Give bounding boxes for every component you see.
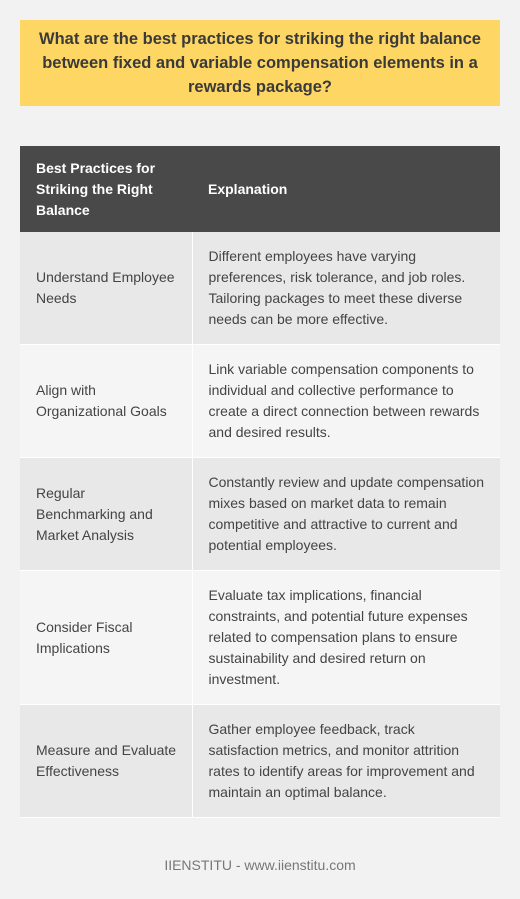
table-header-row [20,146,500,232]
column-header-practice: Best Practices for Striking the Right Balance [20,146,192,232]
practice-cell: Align with Organizational Goals [20,345,192,458]
practice-cell: Regular Benchmarking and Market Analysis [20,458,192,571]
title-banner [20,20,500,106]
practice-cell: Understand Employee Needs [20,232,192,345]
explanation-cell: Gather employee feedback, track satisfaction metrics, and monitor attrition rates to identify areas for improvement and maintain an optimal balance. [192,705,500,818]
explanation-cell: Constantly review and update compensation mixes based on market data to remain competitive and attractive to current and potential employees. [192,458,500,571]
best-practices-table [20,146,500,818]
practice-cell: Measure and Evaluate Effectiveness [20,705,192,818]
explanation-cell: Different employees have varying preferences, risk tolerance, and job roles. Tailoring packages to meet these diverse needs can be more effective. [192,232,500,345]
practice-cell: Consider Fiscal Implications [20,571,192,705]
table-row [20,232,500,345]
table-row [20,345,500,458]
explanation-cell: Link variable compensation components to individual and collective performance to create a direct connection between rewards and desired results. [192,345,500,458]
page-title: What are the best practices for striking the right balance between fixed and variable compensation elements in a rewards package? [39,30,481,96]
table-row [20,571,500,705]
column-header-explanation: Explanation [192,146,500,232]
table-row [20,705,500,818]
footer-credit: IIENSTITU - www.iienstitu.com [164,857,356,873]
table-row [20,458,500,571]
explanation-cell: Evaluate tax implications, financial constraints, and potential future expenses related to compensation plans to ensure sustainability and desired return on investment. [192,571,500,705]
